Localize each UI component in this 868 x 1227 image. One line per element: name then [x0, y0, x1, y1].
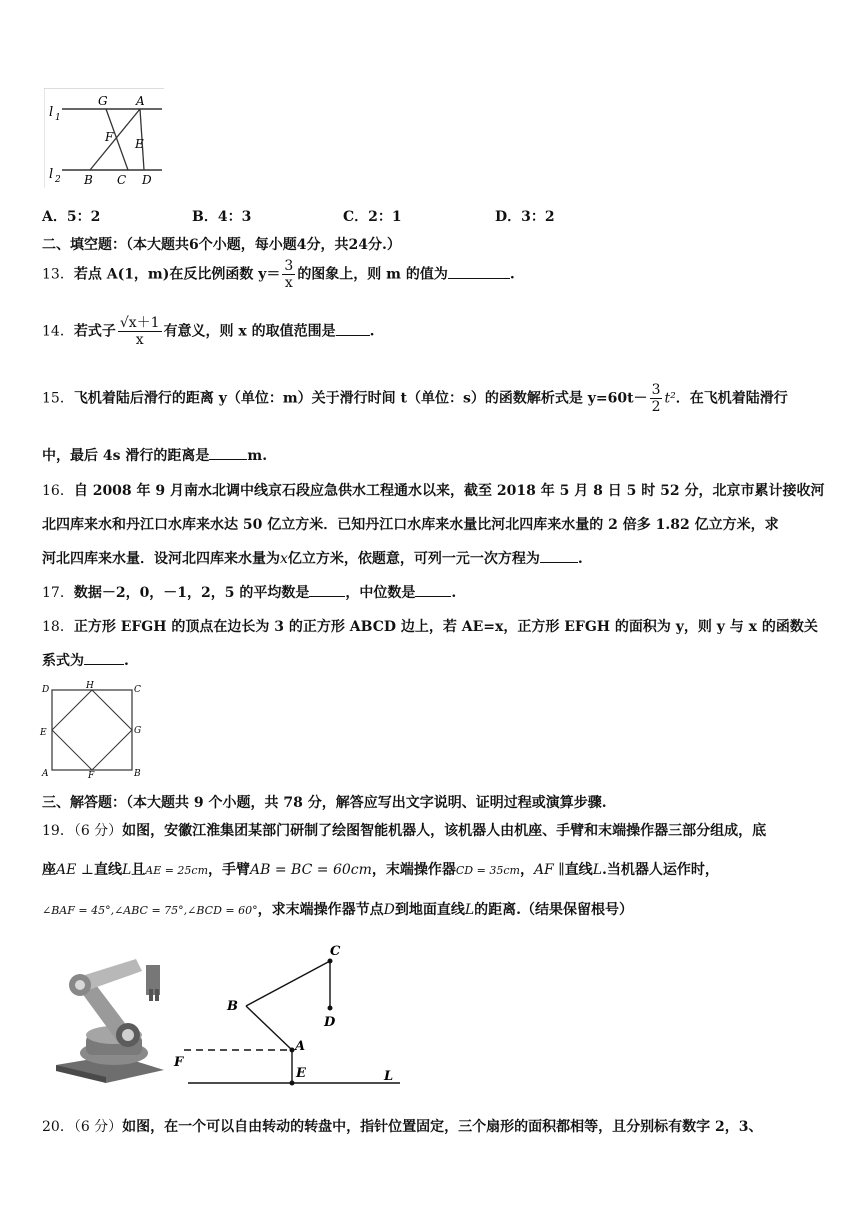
robot-label-d: D	[324, 1015, 336, 1030]
label-a: A	[136, 94, 145, 108]
question-18-line-2: 系式为 .	[42, 653, 129, 669]
option-b: B．4：3	[192, 209, 252, 225]
question-19-line-1: 19．（6 分）如图，安徽江淮集团某部门研制了绘图智能机器人，该机器人由机座、手臂和末端操作器三部分组成，底	[42, 823, 767, 839]
question-15-line-2: 中，最后 4s 滑行的距离是 m.	[42, 448, 268, 464]
question-16-line-3: 河北四库来水量．设河北四库来水量为x亿立方米，依题意，可列一元一次方程为 .	[42, 551, 583, 567]
sq-label-f: F	[88, 771, 95, 780]
answer-blank-14	[336, 335, 370, 336]
robot-label-c: C	[330, 944, 341, 959]
robot-label-a: A	[295, 1039, 306, 1054]
sq-label-h: H	[86, 681, 94, 691]
label-l1-sub: 1	[55, 113, 61, 123]
question-20: 20．（6 分）如图，在一个可以自由转动的转盘中，指针位置固定，三个扇形的面积都相等，且分别标有数字 2，3、	[42, 1119, 763, 1135]
label-b: B	[84, 173, 93, 187]
question-16-line-1: 16．自 2008 年 9 月南水北调中线京石段应急供水工程通水以来，截至 2018 年 5 月 8 日 5 时 52 分，北京市累计接收河	[42, 483, 825, 499]
robot-arm-image	[46, 955, 166, 1085]
option-d: D．3：2	[495, 209, 555, 225]
sq-label-g: G	[134, 726, 142, 736]
question-19-line-3: ∠BAF = 45°,∠ABC = 75°,∠BCD = 60°，求末端操作器节点D到地面直线L的距离.（结果保留根号）	[42, 902, 634, 918]
answer-blank-18	[84, 664, 124, 665]
square-figure	[36, 680, 146, 780]
question-15-line-1: 15．飞机着陆后滑行的距离 y（单位：m）关于滑行时间 t（单位：s）的函数解析式是 y=60t－ $\frac{3}{2}$ t²．在飞机着陆滑行	[42, 382, 788, 415]
label-c: C	[117, 173, 127, 187]
label-g: G	[98, 94, 108, 108]
robot-geometry-figure	[170, 940, 410, 1090]
robot-label-f: F	[174, 1055, 184, 1070]
label-l2-sub: 2	[55, 175, 61, 185]
label-e: E	[135, 137, 144, 151]
answer-blank-15	[209, 459, 247, 460]
label-l1: l	[49, 105, 54, 120]
robot-label-l: L	[384, 1069, 394, 1084]
question-13: 13．若点 A(1，m)在反比例函数 y＝ $\frac{3}{x}$ 的图象上，则 m 的值为 .	[42, 258, 515, 291]
answer-blank-13	[448, 278, 510, 279]
answer-blank-17a	[309, 596, 345, 597]
sq-label-d: D	[42, 685, 50, 695]
answer-blank-17b	[415, 596, 451, 597]
sq-label-b: B	[134, 769, 141, 779]
sq-label-a: A	[42, 769, 49, 779]
question-17: 17．数据－2，0，－1，2，5 的平均数是 ，中位数是 .	[42, 585, 457, 601]
section-3-header: 三、解答题：（本大题共 9 个小题，共 78 分，解答应写出文字说明、证明过程或演算步骤.	[42, 795, 607, 811]
option-a: A．5：2	[42, 209, 101, 225]
answer-blank-16	[540, 562, 578, 563]
section-2-header: 二、填空题：（本大题共6个小题，每小题4分，共24分.）	[42, 237, 401, 253]
question-16-line-2: 北四库来水和丹江口水库来水达 50 亿立方米．已知丹江口水库来水量比河北四库来水量的 2 倍多 1.82 亿立方米，求	[42, 517, 779, 533]
question-14: 14．若式子 $\frac{√x+1}{x}$ 有意义，则 x 的取值范围是 .	[42, 315, 375, 348]
sq-label-c: C	[134, 685, 141, 695]
option-c: C．2：1	[343, 209, 402, 225]
sq-label-e: E	[40, 728, 47, 738]
question-19-line-2: 座AE ⊥直线L且AE = 25cm，手臂AB = BC = 60cm，末端操作器CD = 35cm，AF ∥直线L.当机器人运作时，	[42, 862, 719, 878]
parallel-lines-figure	[44, 88, 164, 188]
label-l2: l	[49, 167, 54, 182]
label-d: D	[142, 173, 152, 187]
robot-label-b: B	[227, 999, 238, 1014]
question-18-line-1: 18．正方形 EFGH 的顶点在边长为 3 的正方形 ABCD 边上，若 AE=x，正方形 EFGH 的面积为 y，则 y 与 x 的函数关	[42, 619, 818, 635]
label-f: F	[105, 130, 114, 144]
robot-label-e: E	[296, 1066, 306, 1081]
